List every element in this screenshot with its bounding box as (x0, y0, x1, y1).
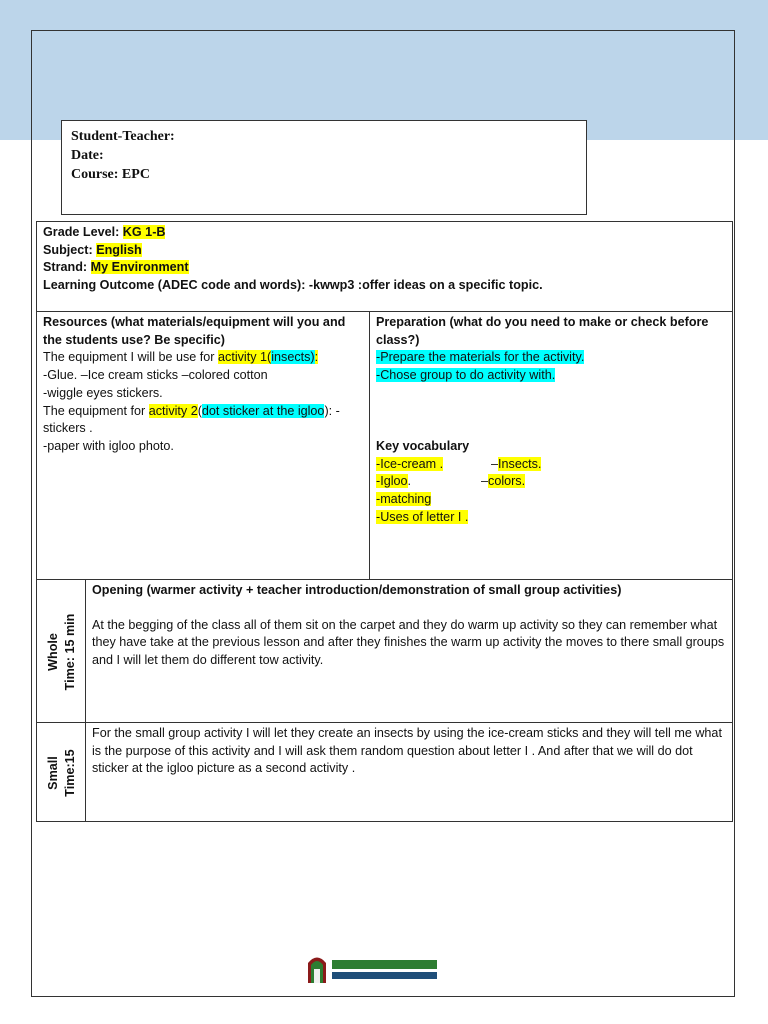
small-group-body: For the small group activity I will let they create an insects by using the ice-cream sticks and they will tell me what is the purpose of this activity and I will ask them random question about letter I . And after that we will do dot sticker at the igloo picture as a second activity . (92, 726, 722, 776)
vocab-insects-dash: – (491, 456, 499, 471)
preparation-cell (369, 311, 733, 580)
student-teacher-label: Student-Teacher: (71, 129, 175, 144)
resources-line-2: -Glue. –Ice cream sticks –colored cotton (43, 368, 268, 383)
course-label: Course: EPC (71, 167, 150, 182)
grade-level-line (43, 224, 726, 242)
subject-label: Subject: (43, 242, 97, 257)
vocab-igloo-dot: . (407, 474, 412, 489)
vocab-heading: Key vocabulary (376, 438, 470, 453)
vocab-row-2 (376, 473, 726, 491)
vocab-colors: colors. (488, 474, 526, 489)
student-info-box (61, 120, 587, 215)
resources-line-1-text: The equipment I will be use for (43, 350, 219, 365)
resources-cell (36, 311, 370, 580)
whole-content-cell (85, 579, 733, 723)
grade-label: Grade Level: (43, 225, 123, 239)
vocab-row-3 (376, 491, 726, 509)
opening-heading: Opening (warmer activity + teacher introduction/demonstration of small group activities) (92, 583, 622, 597)
resources-heading: Resources (what materials/equipment will you and the students use? Be specific) (43, 315, 346, 347)
resources-line-4-text: The equipment for (43, 403, 149, 418)
vocab-row-1 (376, 456, 726, 474)
small-time: Time:15 (63, 749, 77, 797)
grade-value: KG 1-B (122, 225, 166, 239)
preparation-item-1-text: -Prepare the materials for the activity. (376, 350, 585, 365)
overview-cell (36, 221, 733, 312)
whole-label-cell (36, 579, 86, 723)
vocab-igloo: -Igloo (376, 474, 408, 489)
resources-line-3: -wiggle eyes stickers. (43, 385, 163, 400)
date-label: Date: (71, 148, 104, 163)
vocab-insects-wrap (491, 456, 541, 474)
resources-line-4 (43, 403, 363, 438)
resources-line-4-suffix: ): -stickers . (43, 403, 340, 436)
activity-2-highlight: activity 2 (148, 403, 198, 418)
activity-1-paren: ( (267, 350, 272, 365)
activity-2-paren: ( (197, 403, 202, 418)
subject-line (43, 242, 726, 260)
dot-sticker-highlight: dot sticker at the igloo (201, 403, 325, 418)
preparation-heading: Preparation (what do you need to make or check before class?) (376, 315, 709, 347)
vocab-insects: Insects. (498, 456, 542, 471)
small-label-cell (36, 722, 86, 822)
activity-1-highlight: activity 1 (218, 350, 268, 365)
strand-value: My Environment (90, 260, 189, 275)
vocab-matching: -matching (376, 491, 432, 506)
insects-highlight: insects) (271, 350, 315, 365)
preparation-item-2 (376, 367, 726, 385)
preparation-item-1 (376, 349, 726, 367)
strand-line (43, 259, 726, 277)
vocab-ice-cream: -Ice-cream . (376, 456, 444, 471)
whole-label: Whole (46, 633, 60, 671)
activity-1-colon: : (314, 350, 319, 365)
vocab-row-4 (376, 509, 726, 527)
vocab-letter-i: -Uses of letter I . (376, 509, 469, 524)
small-label: Small (46, 756, 60, 790)
whole-time-label (45, 587, 79, 717)
opening-body: At the begging of the class all of them sit on the carpet and they do warm up activity so they can remember what they have take at the previous lesson and after they finishes the warm up activity the moves to there small groups and I will let them do different tow activity. (92, 617, 725, 668)
whole-time: Time: 15 min (63, 613, 77, 691)
vocab-colors-wrap (481, 473, 525, 491)
college-logo (306, 951, 441, 985)
subject-value: English (96, 242, 142, 257)
resources-line-1 (43, 349, 363, 367)
vocab-colors-dash: – (481, 474, 489, 489)
small-content-cell (85, 722, 733, 822)
preparation-item-2-text: -Chose group to do activity with. (376, 368, 556, 383)
small-time-label (45, 708, 79, 838)
resources-line-5: -paper with igloo photo. (43, 438, 174, 453)
learning-outcome: Learning Outcome (ADEC code and words): -kwwp3 :offer ideas on a specific topic. (43, 278, 543, 293)
strand-label: Strand: (43, 260, 91, 275)
